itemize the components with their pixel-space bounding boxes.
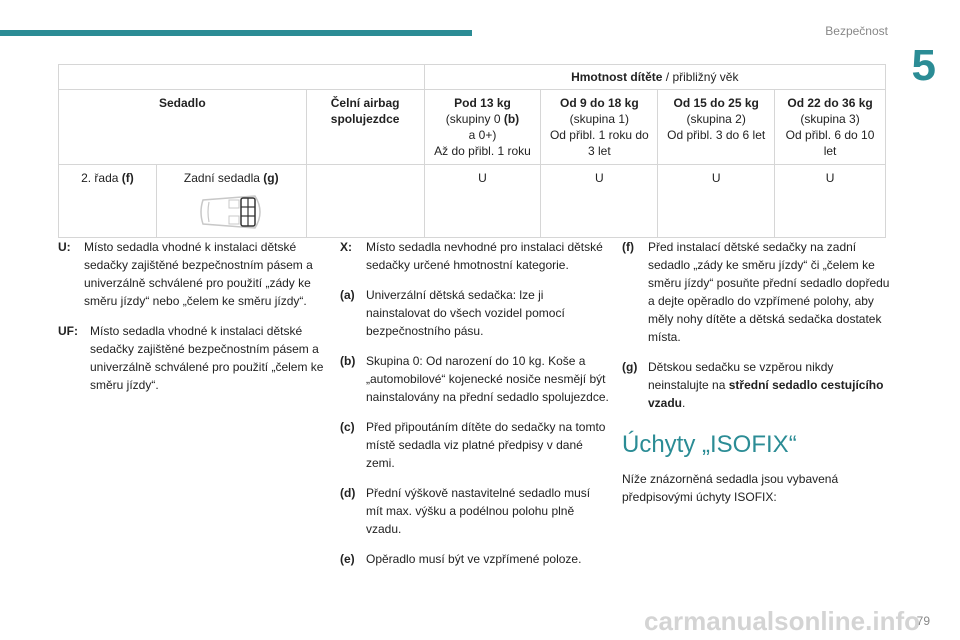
note-f: (f) Před instalací dětské sedačky na zadní sedadlo „zády ke směru jízdy“ či „čelem ke směru jízdy“ posuňte přední sedadlo dopředu a dejte opěradlo do vzpřímené polohy, aby měly nohy dítěte a dětská sedačka dostatek místa. — [622, 240, 890, 344]
note-b: (b) Skupina 0: Od narození do 10 kg. Koše a „automobilové“ kojenecké nosiče nesmějí být nainstalovány na přední sedadlo spolujezdce. — [340, 354, 609, 404]
notes-right-column — [622, 238, 890, 506]
group-header-1: Od 9 do 18 kg (skupina 1) Od přibl. 1 roku do 3 let — [541, 90, 658, 165]
watermark: carmanualsonline.info — [644, 606, 920, 636]
isofix-text: Níže znázorněná sedadla jsou vybavená předpisovými úchyty ISOFIX: — [622, 472, 839, 504]
group-header-2: Od 15 do 25 kg (skupina 2) Od přibl. 3 do 6 let — [658, 90, 775, 165]
notes-left-column — [58, 238, 326, 406]
child-seat-table — [58, 64, 886, 238]
note-d: (d) Přední výškově nastavitelné sedadlo musí mít max. výšku a podélnou polohu plně vzadu. — [340, 486, 591, 536]
row-label: 2. řada (f) — [59, 165, 157, 238]
table-row — [59, 165, 886, 238]
group-header-3: Od 22 do 36 kg (skupina 3) Od přibl. 6 do 10 let — [775, 90, 886, 165]
note-u: U: Místo sedadla vhodné k instalaci dětské sedačky zajištěné bezpečnostním pásem a univerzálně schválené pro použití „zády ke směru jízdy“ nebo „čelem ke směru jízdy“. — [58, 240, 313, 308]
airbag-column-header: Čelní airbag spolujezdce — [306, 90, 424, 165]
page-number: 79 — [916, 614, 930, 628]
value-cell-2: U — [658, 165, 775, 238]
table-header-row-weight — [59, 65, 886, 90]
note-g: (g) Dětskou sedačku se vzpěrou nikdy neinstalujte na střední sedadlo cestujícího vzadu. — [622, 360, 884, 410]
seat-cell: Zadní sedadla (g) — [156, 165, 306, 238]
isofix-heading: Úchyty „ISOFIX“ — [622, 431, 797, 458]
value-cell-1: U — [541, 165, 658, 238]
note-x: X: Místo sedadla nevhodné pro instalaci dětské sedačky určené hmotnostní kategorie. — [340, 240, 603, 272]
seat-column-header: Sedadlo — [59, 90, 307, 165]
value-cell-0: U — [424, 165, 541, 238]
top-accent-bar — [0, 30, 472, 36]
note-c: (c) Před připoutáním dítěte do sedačky na tomto místě sedadla viz platné předpisy v dané zemi. — [340, 420, 606, 470]
chapter-number: 5 — [911, 41, 936, 90]
rear-seats-car-icon — [195, 192, 267, 232]
group-header-0: Pod 13 kg (skupiny 0 (b) a 0+) Až do přibl. 1 roku — [424, 90, 541, 165]
table-header-row-groups — [59, 90, 886, 165]
note-uf: UF: Místo sedadla vhodné k instalaci dětské sedačky zajištěné bezpečnostním pásem a univerzálně schválené pro použití „čelem ke směru jízdy“. — [58, 324, 324, 392]
weight-age-header: Hmotnost dítěte / přibližný věk — [424, 65, 885, 90]
section-title: Bezpečnost — [825, 24, 888, 38]
note-a: (a) Univerzální dětská sedačka: lze ji nainstalovat do všech vozidel pomocí bezpečnostního pásu. — [340, 288, 565, 338]
note-e: (e) Opěradlo musí být ve vzpřímené poloze. — [340, 552, 582, 566]
notes-middle-column — [340, 238, 610, 580]
airbag-cell — [306, 165, 424, 238]
value-cell-3: U — [775, 165, 886, 238]
